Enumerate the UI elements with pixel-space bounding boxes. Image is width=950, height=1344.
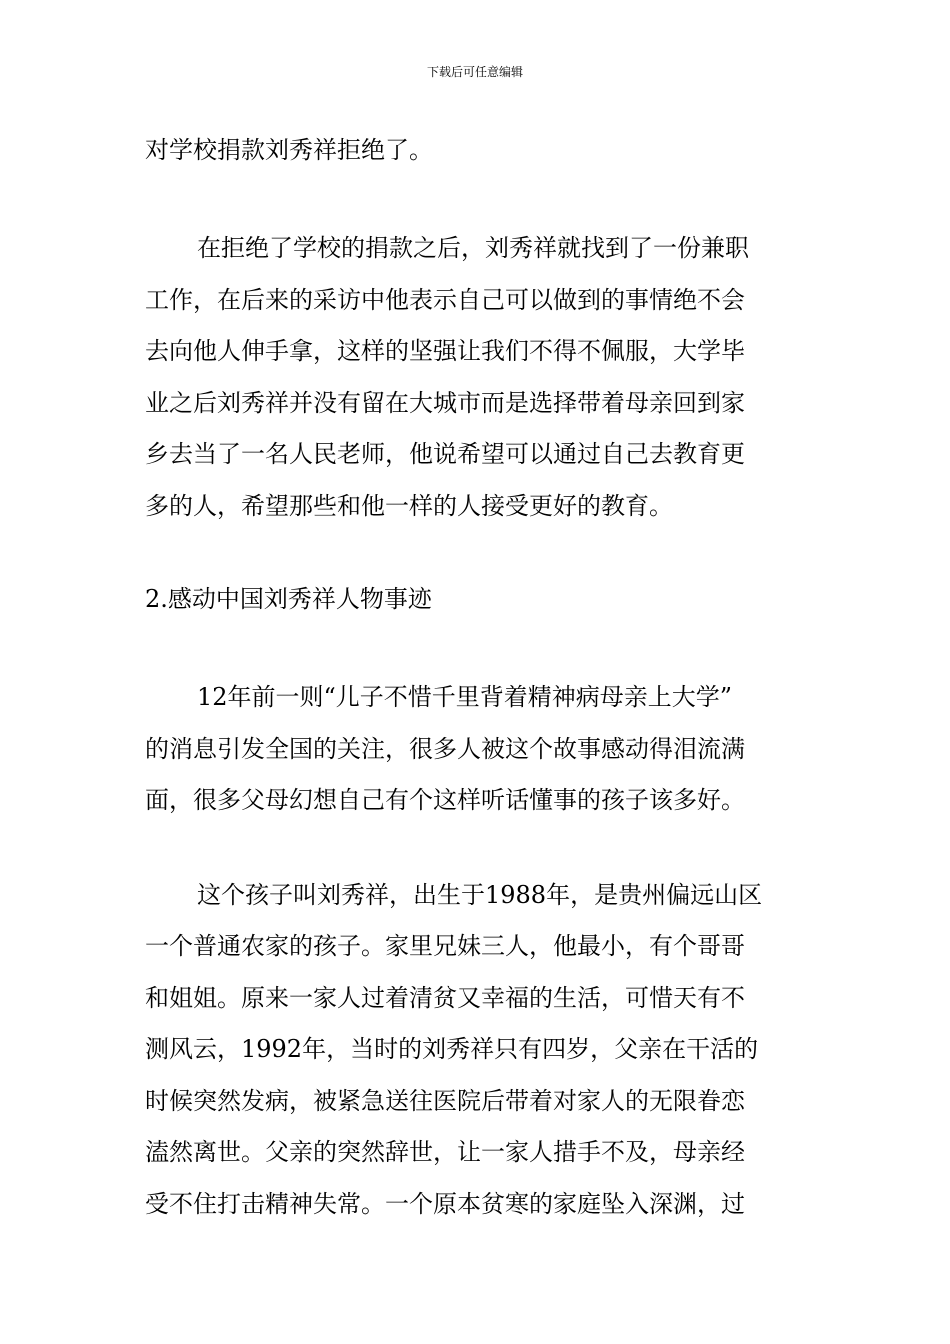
paragraph-3-line-2: 的消息引发全国的关注，很多人被这个故事感动得泪流满	[145, 735, 745, 763]
paragraph-3-line-3: 面，很多父母幻想自己有个这样听话懂事的孩子该多好。	[145, 786, 745, 814]
paragraph-2-line-6: 多的人，希望那些和他一样的人接受更好的教育。	[145, 492, 673, 520]
paragraph-2-line-2: 工作，在后来的采访中他表示自己可以做到的事情绝不会	[145, 286, 745, 314]
paragraph-4-line-5: 时候突然发病，被紧急送往医院后带着对家人的无限眷恋	[145, 1087, 745, 1115]
paragraph-3-line-1: 12年前一则“儿子不惜千里背着精神病母亲上大学”	[197, 683, 733, 711]
paragraph-1-line-1: 对学校捐款刘秀祥拒绝了。	[145, 136, 433, 164]
paragraph-2-line-1: 在拒绝了学校的捐款之后，刘秀祥就找到了一份兼职	[197, 234, 749, 262]
paragraph-2-line-5: 乡去当了一名人民老师，他说希望可以通过自己去教育更	[145, 440, 745, 468]
paragraph-4-line-7: 受不住打击精神失常。一个原本贫寒的家庭坠入深渊，过	[145, 1190, 745, 1218]
paragraph-4-line-3: 和姐姐。原来一家人过着清贫又幸福的生活，可惜天有不	[145, 984, 745, 1012]
section-heading: 2.感动中国刘秀祥人物事迹	[145, 585, 432, 613]
header-note: 下载后可任意编辑	[426, 65, 523, 79]
paragraph-2-line-3: 去向他人伸手拿，这样的坚强让我们不得不佩服，大学毕	[145, 337, 745, 365]
paragraph-4-line-2: 一个普通农家的孩子。家里兄妹三人，他最小，有个哥哥	[145, 932, 745, 960]
paragraph-2-line-4: 业之后刘秀祥并没有留在大城市而是选择带着母亲回到家	[145, 389, 745, 417]
paragraph-4-line-6: 溘然离世。父亲的突然辞世，让一家人措手不及，母亲经	[145, 1138, 745, 1166]
paragraph-4-line-1: 这个孩子叫刘秀祥，出生于1988年，是贵州偏远山区	[197, 881, 763, 909]
paragraph-4-line-4: 测风云，1992年，当时的刘秀祥只有四岁，父亲在干活的	[145, 1035, 759, 1063]
